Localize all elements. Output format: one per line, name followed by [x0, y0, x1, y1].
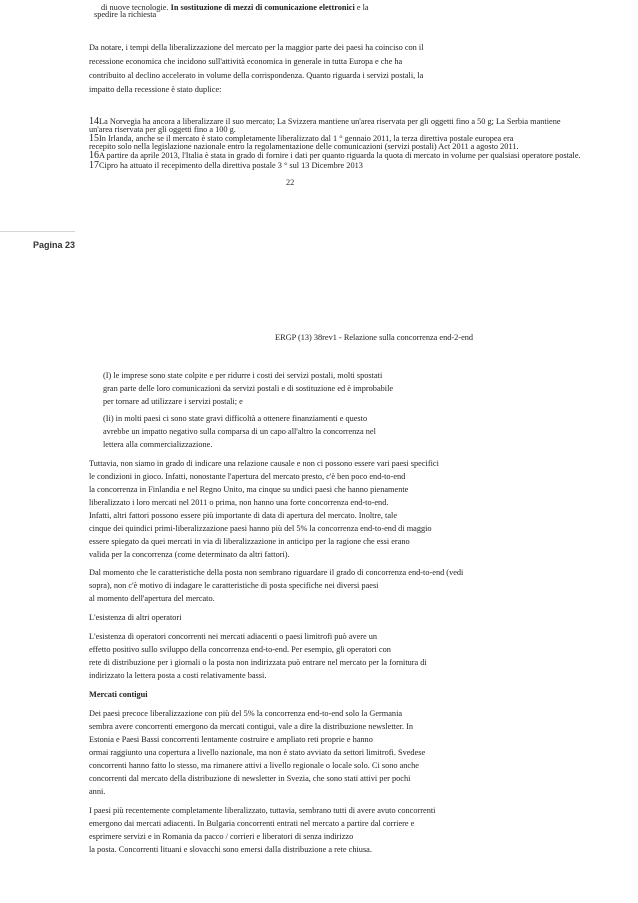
text-line: sopra), non c'è motivo di indagare le caratteristiche di posta specifiche nei diversi paesi	[89, 581, 379, 590]
text-line: emergono dai mercati adiacenti. In Bulgaria concorrenti entrati nel mercato a partire dal corriere e	[89, 819, 415, 828]
text-line: ormai raggiunto una copertura a livello nazionale, ma non è stato avviato da settori limitrofi. Svedese	[89, 748, 426, 757]
footnote-text: un'area riservata per gli oggetti fino a 100 g.	[89, 125, 236, 134]
page-number: 22	[286, 178, 295, 187]
top-text-a: di nuove tecnologie.	[101, 3, 171, 12]
text-line: (Ii) in molti paesi ci sono state gravi difficoltà a ottenere finanziamenti e questo	[103, 414, 368, 423]
top-text-line-2: spedire la richiesta	[94, 10, 157, 19]
text-line: le condizioni in gioco. Infatti, nonostante l'apertura del mercato presto, c'è ben poco end-to-end	[89, 472, 406, 481]
text-line: al momento dell'apertura del mercato.	[89, 594, 215, 603]
text-line: per tornare ad utilizzare i servizi postali; e	[103, 397, 243, 406]
text-line: liberalizzato i loro mercati nel 2011 o prima, non hanno una forte concorrenza end-to-end.	[89, 498, 389, 507]
text-line: concorrenti hanno fatto lo stesso, ma rimanere attivi a livello regionale o locale solo. Ci sono anche	[89, 761, 419, 770]
footnote-text: A partire da aprile 2013, l'Italia è stata in grado di fornire i dati per quanto riguarda la quota di mercato in volume per qualsiasi operatore postale.	[99, 151, 581, 160]
footnote-number: 16	[89, 150, 99, 161]
section-heading-other-operators: L'esistenza di altri operatori	[89, 613, 182, 622]
footnote-number: 15	[89, 133, 99, 144]
text-line: Dal momento che le caratteristiche della posta non sembrano riguardare il grado di concorrenza end-to-end (vedi	[89, 568, 464, 577]
text-line: Estonia e Paesi Bassi concorrenti lentamente costruire e ampliato reti proprie e hanno	[89, 735, 373, 744]
text-line: la posta. Concorrenti lituani e slovacchi sono emersi dalla distribuzione a rete chiusa.	[89, 845, 372, 854]
text-line: impatto della recessione è stato duplice:	[89, 85, 222, 94]
section-heading-adjacent-markets: Mercati contigui	[89, 690, 148, 699]
text-line: Infatti, altri fattori possono essere più importante di data di apertura del mercato. Inoltre, tale	[89, 511, 398, 520]
text-line: Tuttavia, non siamo in grado di indicare una relazione causale e non ci possono essere vari paesi specifici	[89, 459, 439, 468]
text-line: anni.	[89, 787, 106, 796]
footnote-number: 14	[89, 116, 99, 127]
top-text-bold: In sostituzione di mezzi di comunicazione elettronici	[170, 3, 355, 12]
text-line: contribuito al declino accelerato in volume della corrispondenza. Quanto riguarda i servizi postali, la	[89, 71, 424, 80]
footnote-text: In Irlanda, anche se il mercato è stato completamente liberalizzato dal 1 ° gennaio 2011, la terza direttiva postale europea era	[99, 134, 514, 143]
text-line: cinque dei quindici primi-liberalizzazione paesi hanno più del 5% la concorrenza end-to-end di maggio	[89, 524, 432, 533]
page-divider	[0, 231, 75, 232]
page-header: ERGP (13) 38rev1 - Relazione sulla concorrenza end-2-end	[275, 333, 474, 342]
footnote	[89, 160, 363, 172]
text-line: sembra avere concorrenti emergono da mercati contigui, vale a dire la distribuzione newsletter. In	[89, 722, 413, 731]
text-line: avrebbe un impatto negativo sulla comparsa di un capo all'altro la concorrenza nel	[103, 427, 376, 436]
text-line: essere spiegato da quei mercati in via di liberalizzazione in anticipo per la ragione che essi erano	[89, 537, 410, 546]
footnote-number: 17	[89, 160, 99, 171]
text-line: I paesi più recentemente completamente liberalizzato, tuttavia, sembrano tutti di avere avuto concorrenti	[89, 806, 436, 815]
top-text-c: e la	[354, 3, 369, 12]
footnote-text: La Norvegia ha ancora a liberalizzare il suo mercato; La Svizzera mantiene un'area riservata per gli oggetti fino a 50 g; La Serbia mantiene	[99, 117, 561, 126]
text-line: effetto positivo sullo sviluppo della concorrenza end-to-end. Per esempio, gli operatori con	[89, 645, 391, 654]
text-line: esprimere servizi e in Romania da pacco / corrieri e liberatori di senza indirizzo	[89, 832, 354, 841]
text-line: gran parte delle loro comunicazioni da servizi postali e di sostituzione ed è improbabile	[103, 384, 394, 393]
text-line: recessione economica che incidono sull'attività economica in generale in tutta Europa e che ha	[89, 57, 403, 66]
text-line: Da notare, i tempi della liberalizzazione del mercato per la maggior parte dei paesi ha coinciso con il	[89, 43, 424, 52]
footnote-text: Cipro ha attuato il recepimento della direttiva postale 3 ° sul 13 Dicembre 2013	[99, 161, 363, 170]
text-line: Dei paesi precoce liberalizzazione con più del 5% la concorrenza end-to-end solo la Germania	[89, 709, 403, 718]
footnote-text: recepito solo nella legislazione nazionale entro la regolamentazione delle comunicazioni (servizi postali) Act 2011 a agosto 2011.	[89, 142, 519, 151]
text-line: concorrenti dal mercato della distribuzione di newsletter in Svezia, che sono stati attivi per pochi	[89, 774, 411, 783]
text-line: L'esistenza di operatori concorrenti nei mercati adiacenti o paesi limitrofi può avere un	[89, 632, 378, 641]
text-line: valida per la concorrenza (come determinato da altri fattori).	[89, 550, 290, 559]
text-line: rete di distribuzione per i giornali o la posta non indirizzata può entrare nel mercato per la fornitura di	[89, 658, 427, 667]
text-line: indirizzato la lettera posta a costi relativamente bassi.	[89, 671, 267, 680]
text-line: la concorrenza in Finlandia e nel Regno Unito, ma cinque su undici paesi che hanno pienamente	[89, 485, 409, 494]
page-label: Pagina 23	[33, 240, 76, 250]
text-line: lettera alla commercializzazione.	[103, 440, 213, 449]
text-line: (I) le imprese sono state colpite e per ridurre i costi dei servizi postali, molti spostati	[103, 371, 383, 380]
